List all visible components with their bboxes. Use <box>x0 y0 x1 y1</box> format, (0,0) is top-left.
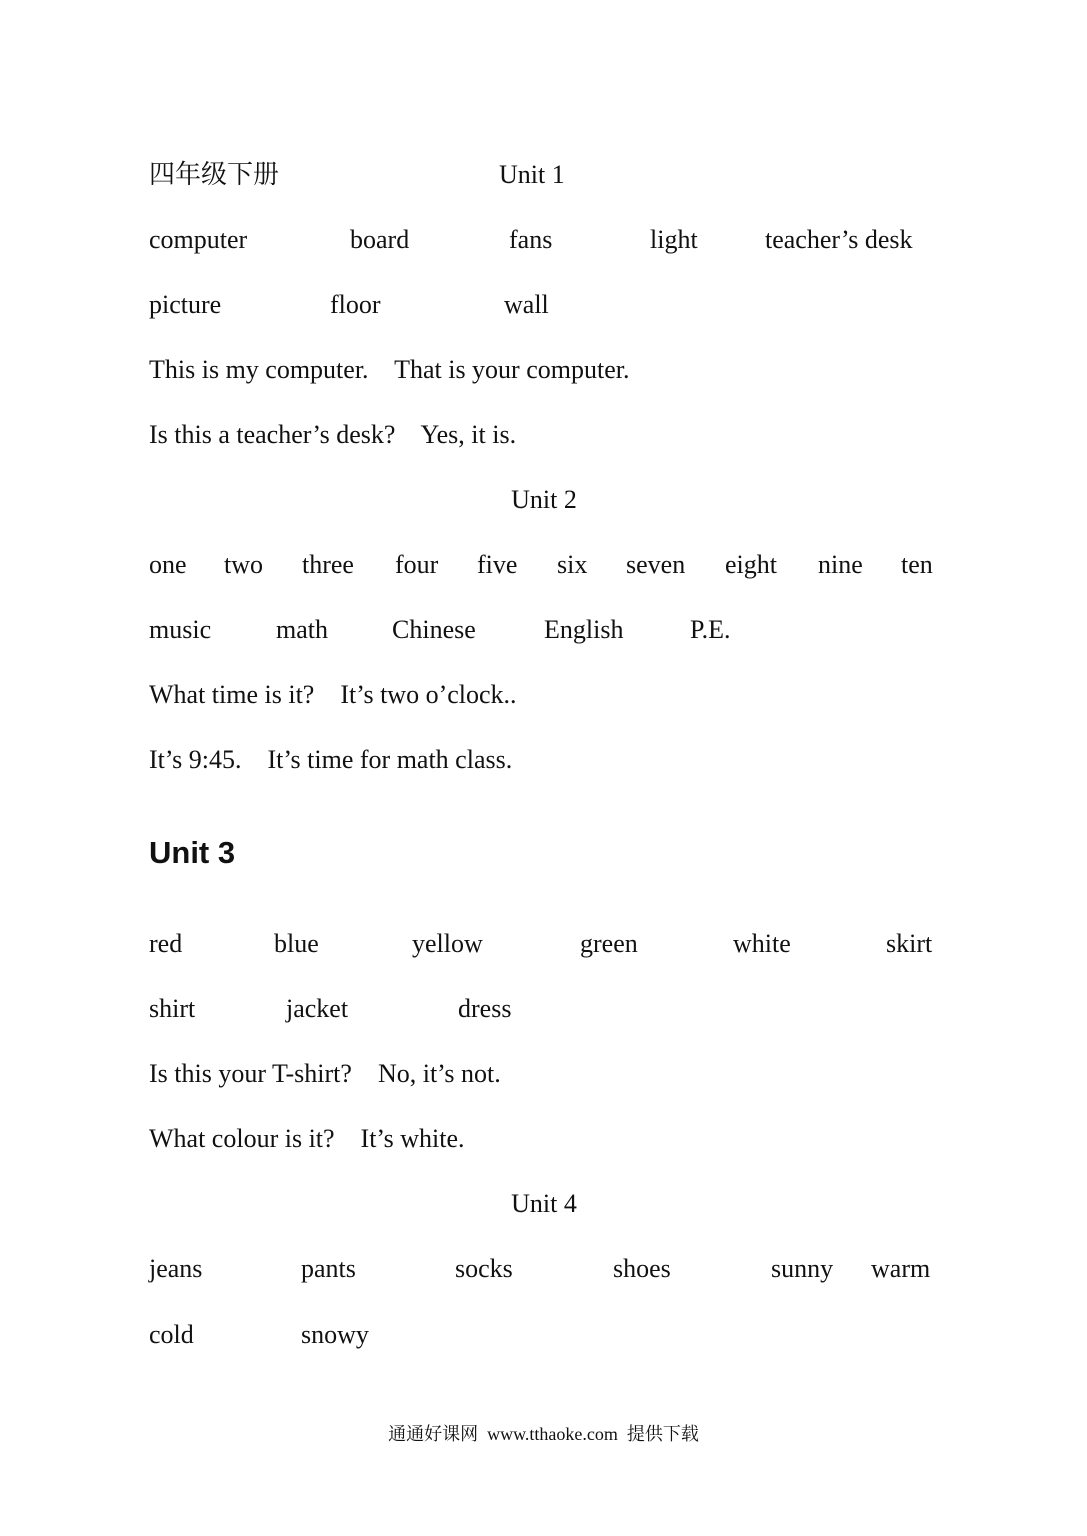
word: snowy <box>301 1320 369 1349</box>
word: floor <box>330 290 381 319</box>
word: computer <box>149 225 248 254</box>
unit2-title: Unit 2 <box>511 485 577 514</box>
unit3-sentence1: Is this your T-shirt? No, it’s not. <box>149 1059 501 1088</box>
word: shoes <box>613 1254 671 1283</box>
word: red <box>149 929 183 958</box>
word: green <box>580 929 638 958</box>
unit3-heading: Unit 3 <box>149 835 236 870</box>
unit2-sentence1: What time is it? It’s two o’clock.. <box>149 680 517 709</box>
word: math <box>276 615 328 644</box>
word: cold <box>149 1320 194 1349</box>
word: fans <box>509 225 553 254</box>
word: seven <box>626 550 686 579</box>
word: shirt <box>149 994 196 1023</box>
word: six <box>557 550 588 579</box>
unit3-sentence2: What colour is it? It’s white. <box>149 1124 465 1153</box>
word: eight <box>725 550 777 579</box>
word: teacher’s desk <box>765 225 913 254</box>
word: three <box>302 550 354 579</box>
word: P.E. <box>690 615 731 644</box>
word: dress <box>458 994 512 1023</box>
word: English <box>544 615 624 644</box>
word: ten <box>901 550 933 579</box>
word: four <box>395 550 439 579</box>
word: nine <box>818 550 863 579</box>
word: five <box>477 550 518 579</box>
word: picture <box>149 290 222 319</box>
word: wall <box>504 290 549 319</box>
word: jeans <box>149 1254 203 1283</box>
unit2-sentence2: It’s 9:45. It’s time for math class. <box>149 745 513 774</box>
word: sunny <box>771 1254 834 1283</box>
word: socks <box>455 1254 513 1283</box>
word: pants <box>301 1254 356 1283</box>
word: skirt <box>886 929 933 958</box>
word: jacket <box>286 994 349 1023</box>
word: one <box>149 550 187 579</box>
word: warm <box>871 1254 931 1283</box>
page-footer: 通通好课网 www.tthaoke.com 提供下载 <box>388 1424 699 1444</box>
word: Chinese <box>392 615 476 644</box>
word: board <box>350 225 410 254</box>
word: two <box>224 550 263 579</box>
unit1-sentence1: This is my computer. That is your computer. <box>149 355 630 384</box>
word: blue <box>274 929 319 958</box>
unit4-title: Unit 4 <box>511 1189 577 1218</box>
unit1-sentence2: Is this a teacher’s desk? Yes, it is. <box>149 420 517 449</box>
grade-label: 四年级下册 <box>149 160 280 189</box>
word: white <box>733 929 791 958</box>
word: music <box>149 615 212 644</box>
word: yellow <box>412 929 483 958</box>
unit1-title: Unit 1 <box>499 160 565 189</box>
word: light <box>650 225 698 254</box>
